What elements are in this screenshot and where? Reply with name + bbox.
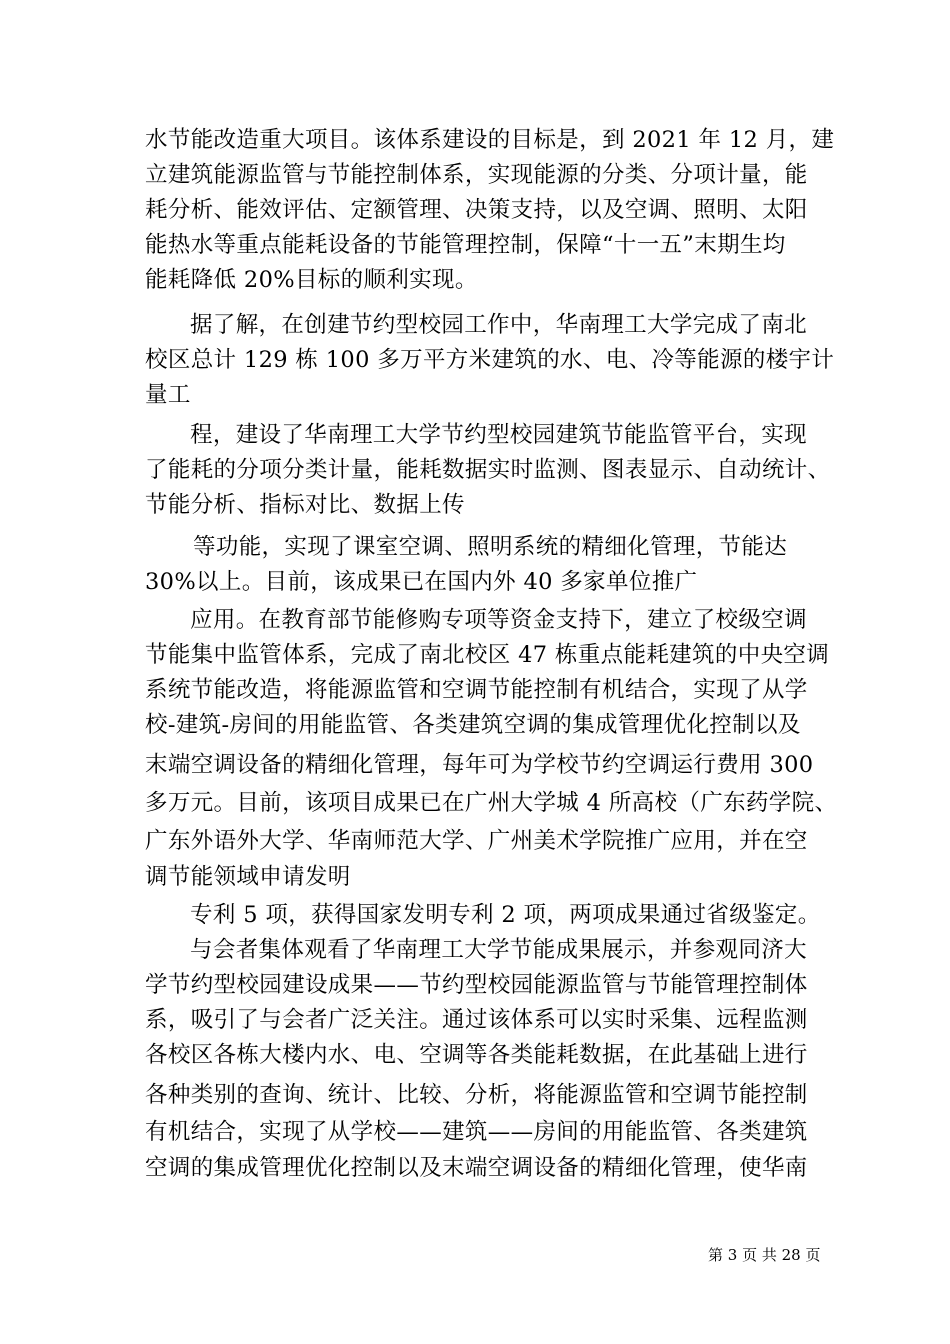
text-line: 水节能改造重大项目。该体系建设的目标是，到 2021 年 12 月，建 — [145, 127, 835, 153]
text-line: 耗分析、能效评估、定额管理、决策支持，以及空调、照明、太阳 — [145, 197, 808, 223]
text-line: 系统节能改造，将能源监管和空调节能控制有机结合，实现了从学 — [145, 677, 808, 703]
text-line: 各校区各栋大楼内水、电、空调等各类能耗数据，在此基础上进行 — [145, 1042, 808, 1068]
text-line: 校区总计 129 栋 100 多万平方米建筑的水、电、冷等能源的楼宇计 — [145, 347, 835, 373]
text-line: 专利 5 项，获得国家发明专利 2 项，两项成果通过省级鉴定。 — [190, 902, 821, 928]
text-line: 30%以上。目前，该成果已在国内外 40 多家单位推广 — [145, 569, 698, 595]
text-line: 立建筑能源监管与节能控制体系，实现能源的分类、分项计量，能 — [145, 162, 808, 188]
text-line: 应用。在教育部节能修购专项等资金支持下，建立了校级空调 — [190, 607, 807, 633]
text-line: 等功能，实现了课室空调、照明系统的精细化管理，节能达 — [193, 534, 788, 560]
text-line: 节能集中监管体系，完成了南北校区 47 栋重点能耗建筑的中央空调 — [145, 642, 830, 668]
text-line: 系，吸引了与会者广泛关注。通过该体系可以实时采集、远程监测 — [145, 1007, 808, 1033]
text-line: 与会者集体观看了华南理工大学节能成果展示，并参观同济大 — [190, 937, 807, 963]
text-line: 能耗降低 20%目标的顺利实现。 — [145, 267, 478, 293]
text-line: 多万元。目前，该项目成果已在广州大学城 4 所高校（广东药学院、 — [145, 790, 838, 816]
text-line: 据了解，在创建节约型校园工作中，华南理工大学完成了南北 — [190, 312, 807, 338]
text-line: 末端空调设备的精细化管理，每年可为学校节约空调运行费用 300 — [145, 752, 814, 778]
text-line: 学节约型校园建设成果——节约型校园能源监管与节能管理控制体 — [145, 972, 808, 998]
text-line: 了能耗的分项分类计量，能耗数据实时监测、图表显示、自动统计、 — [145, 457, 831, 483]
text-line: 各种类别的查询、统计、比较、分析，将能源监管和空调节能控制 — [145, 1082, 808, 1108]
text-line: 调节能领域申请发明 — [145, 864, 351, 890]
text-line: 校-建筑-房间的用能监管、各类建筑空调的集成管理优化控制以及 — [145, 712, 801, 738]
text-line: 节能分析、指标对比、数据上传 — [145, 492, 465, 518]
text-line: 有机结合，实现了从学校——建筑——房间的用能监管、各类建筑 — [145, 1119, 808, 1145]
text-line: 程，建设了华南理工大学节约型校园建筑节能监管平台，实现 — [190, 422, 807, 448]
page-number: 第 3 页 共 28 页 — [708, 1246, 821, 1264]
text-line: 能热水等重点能耗设备的节能管理控制，保障“十一五”末期生均 — [145, 232, 786, 258]
text-line: 量工 — [145, 382, 191, 408]
text-line: 空调的集成管理优化控制以及末端空调设备的精细化管理，使华南 — [145, 1155, 808, 1181]
text-line: 广东外语外大学、华南师范大学、广州美术学院推广应用，并在空 — [145, 828, 808, 854]
